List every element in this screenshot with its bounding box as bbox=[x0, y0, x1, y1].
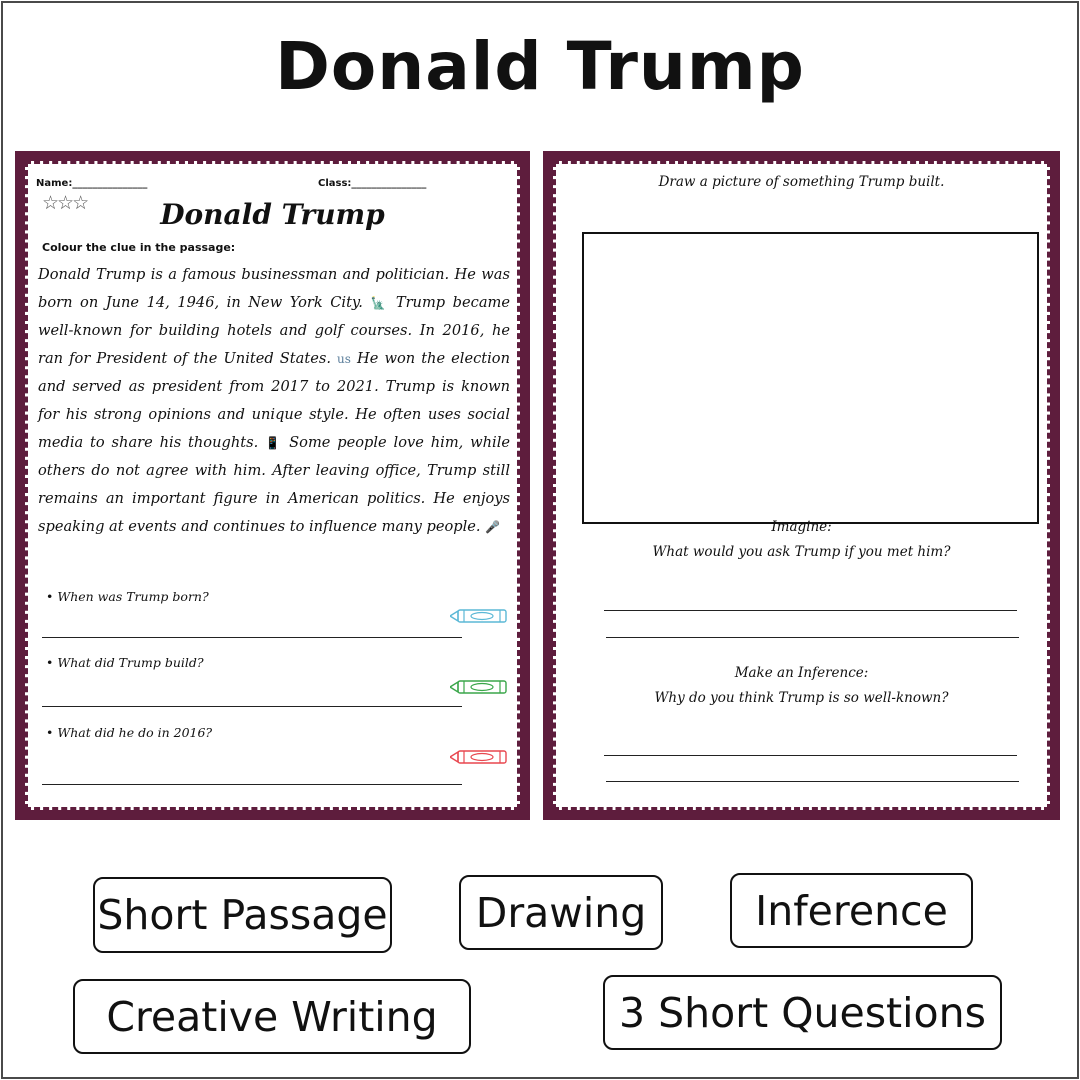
rating-stars-icon: ☆☆☆ bbox=[42, 192, 88, 214]
question-2: • What did Trump build? bbox=[46, 655, 204, 670]
name-field-label: Name:_______________ bbox=[36, 178, 148, 189]
answer-line-1[interactable] bbox=[42, 637, 462, 638]
drawing-box[interactable] bbox=[582, 232, 1039, 524]
passage-text: Trump became well-known for building hotels and golf courses. In 2016, he ran for President of the United States. bbox=[38, 294, 511, 367]
reading-passage bbox=[38, 261, 510, 541]
worksheet-page-reading-inner bbox=[25, 161, 520, 810]
question-3: • What did he do in 2016? bbox=[46, 725, 213, 740]
inference-answer-line-1[interactable] bbox=[604, 755, 1017, 756]
tag-3-short-questions: 3 Short Questions bbox=[603, 975, 1002, 1050]
statue-of-liberty-icon: 🗽 bbox=[370, 296, 389, 310]
crayon-red-icon bbox=[450, 748, 510, 766]
tag-creative-writing: Creative Writing bbox=[73, 979, 471, 1054]
crayon-green-icon bbox=[450, 678, 510, 696]
us-flag-icon: us bbox=[337, 352, 351, 366]
class-field-label: Class:_______________ bbox=[318, 178, 427, 189]
passage-text: Donald Trump is a famous businessman and politician. He was born on June 14, 1946, in New York City. bbox=[38, 266, 510, 311]
inference-heading: Make an Inference: bbox=[734, 665, 869, 681]
crayon-blue-icon bbox=[450, 607, 510, 625]
question-text: What did he do in 2016? bbox=[57, 725, 213, 740]
phone-icon: 📱 bbox=[265, 436, 283, 450]
tag-inference: Inference bbox=[730, 873, 973, 948]
answer-line-3[interactable] bbox=[42, 784, 462, 785]
tag-short-passage: Short Passage bbox=[93, 877, 392, 953]
microphone-icon: 🎤 bbox=[485, 520, 501, 534]
tag-drawing: Drawing bbox=[459, 875, 663, 950]
main-title: Donald Trump bbox=[275, 28, 805, 105]
question-text: When was Trump born? bbox=[57, 589, 209, 604]
worksheet-page-activities-inner bbox=[553, 161, 1050, 810]
question-text: What did Trump build? bbox=[57, 655, 204, 670]
question-1: • When was Trump born? bbox=[46, 589, 209, 604]
passage-text: Some people love him, while others do not agree with him. After leaving office, Trump still remains an important figure in American politics. He enjoys speaking at events and continues to influence many people. bbox=[38, 434, 511, 535]
passage-text: He won the election and served as president from 2017 to 2021. Trump is known for his strong opinions and unique style. He often uses social media to share his thoughts. bbox=[38, 350, 510, 451]
worksheet-page-activities bbox=[543, 151, 1060, 820]
inference-answer-line-2[interactable] bbox=[606, 781, 1019, 782]
imagine-heading: Imagine: bbox=[771, 519, 832, 535]
imagine-answer-line-1[interactable] bbox=[604, 610, 1017, 611]
imagine-question: What would you ask Trump if you met him? bbox=[652, 544, 951, 560]
worksheet-page-reading bbox=[15, 151, 530, 820]
answer-line-2[interactable] bbox=[42, 706, 462, 707]
passage-instruction: Colour the clue in the passage: bbox=[42, 241, 236, 254]
worksheet-title: Donald Trump bbox=[160, 198, 385, 231]
inference-question: Why do you think Trump is so well-known? bbox=[654, 690, 949, 706]
imagine-answer-line-2[interactable] bbox=[606, 637, 1019, 638]
draw-prompt: Draw a picture of something Trump built. bbox=[658, 174, 945, 190]
